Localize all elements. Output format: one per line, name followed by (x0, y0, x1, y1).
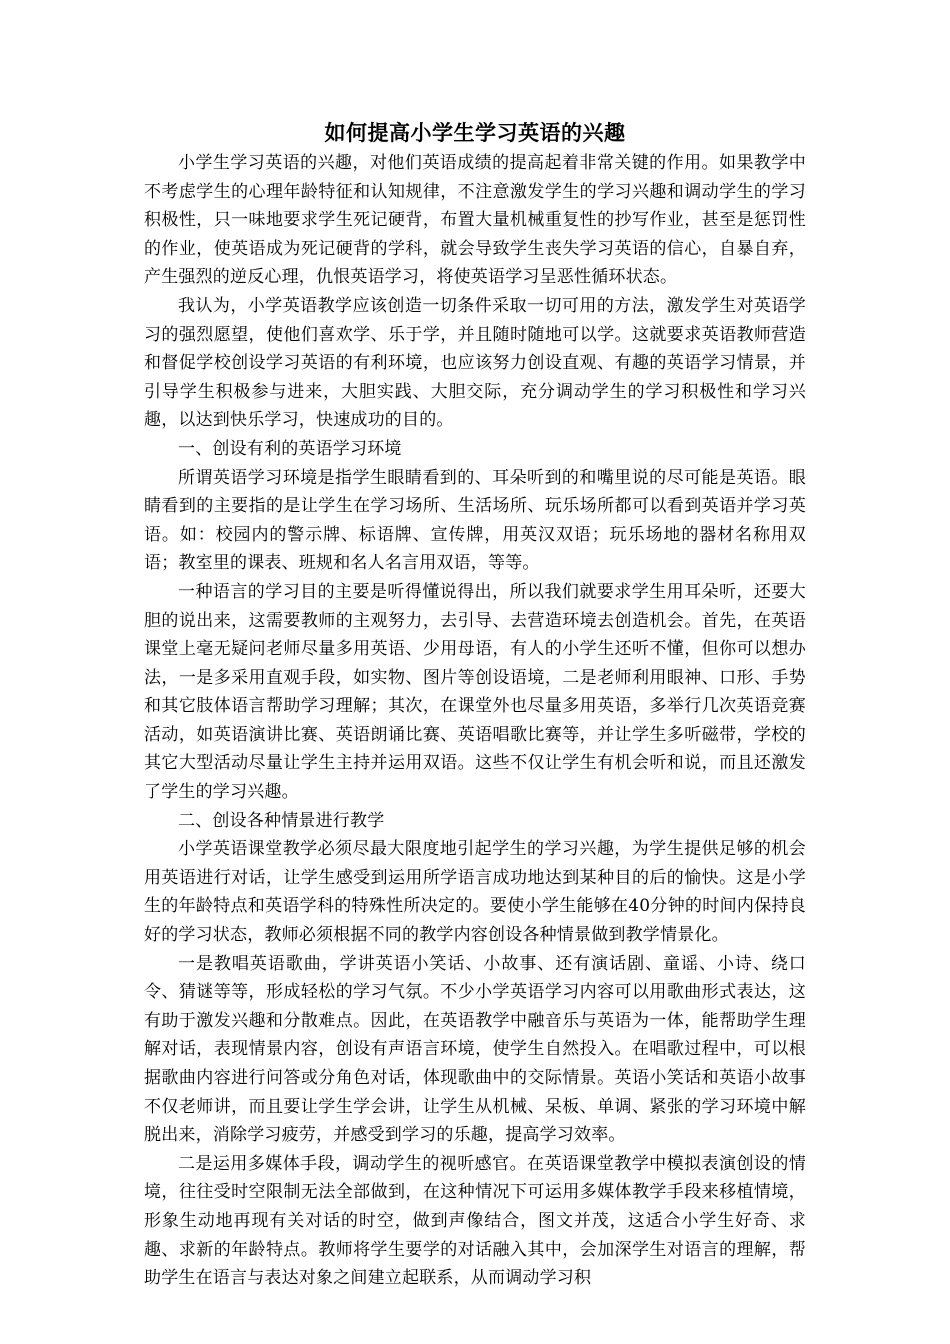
document-title: 如何提高小学生学习英语的兴趣 (324, 121, 626, 145)
section-heading-2: 二、创设各种情景进行教学 (178, 810, 385, 831)
document-page (144, 119, 806, 1293)
section-heading-1: 一、创设有利的英语学习环境 (178, 438, 402, 459)
paragraph-environment: 所谓英语学习环境是指学生眼睛看到的、耳朵听到的和嘴里说的尽可能是英语。眼睛看到的主要指的是让学生在学习场所、生活场所、玩乐场所都可以看到英语并学习英语。如：校园内的警示牌、标语牌、宣传牌，用英汉双语；玩乐场地的器材名称用双语；教室里的课表、班规和名人名言用双语，等等。 (144, 467, 806, 574)
paragraph-songs: 一是教唱英语歌曲，学讲英语小笑话、小故事、还有演话剧、童谣、小诗、绕口令、猜谜等等，形成轻松的学习气氛。不少小学英语学习内容可以用歌曲形式表达，这有助于激发兴趣和分散难点。因此，在英语教学中融音乐与英语为一体，能帮助学生理解对话，表现情景内容，创设有声语言环境，使学生自然投入。在唱歌过程中，可以根据歌曲内容进行问答或分角色对话，体现歌曲中的交际情景。英语小笑话和英语小故事不仅老师讲，而且要让学生学会讲，让学生从机械、呆板、单调、紧张的学习环境中解脱出来，消除学习疲劳，并感受到学习的乐趣，提高学习效率。 (144, 953, 806, 1146)
paragraph-intro: 小学生学习英语的兴趣，对他们英语成绩的提高起着非常关键的作用。如果教学中不考虑学生的心理年龄特征和认知规律，不注意激发学生的学习兴趣和调动学生的学习积极性，只一味地要求学生死记硬背，布置大量机械重复性的抄写作业，甚至是惩罚性的作业，使英语成为死记硬背的学科，就会导致学生丧失学习英语的信心，自暴自弃，产生强烈的逆反心理，仇恨英语学习，将使英语学习呈恶性循环状态。 (144, 153, 806, 288)
paragraph-scenarios: 小学英语课堂教学必须尽最大限度地引起学生的学习兴趣，为学生提供足够的机会用英语进行对话，让学生感受到运用所学语言成功地达到某种目的后的愉快。这是小学生的年龄特点和英语学科的特殊性所决定的。要使小学生能够在40分钟的时间内保持良好的学习状态，教师必须根据不同的教学内容创设各种情景做到教学情景化。 (144, 839, 806, 946)
paragraph-opinion: 我认为，小学英语教学应该创造一切条件采取一切可用的方法，激发学生对英语学习的强烈愿望，使他们喜欢学、乐于学，并且随时随地可以学。这就要求英语教师营造和督促学校创设学习英语的有利环境，也应该努力创设直观、有趣的英语学习情景，并引导学生积极参与进来，大胆实践、大胆交际，充分调动学生的学习积极性和学习兴趣，以达到快乐学习，快速成功的目的。 (144, 295, 806, 431)
paragraph-multimedia: 二是运用多媒体手段，调动学生的视听感官。在英语课堂教学中模拟表演创设的情境，往往受时空限制无法全部做到，在这种情况下可运用多媒体教学手段来移植情境，形象生动地再现有关对话的时空，做到声像结合，图文并茂，这适合小学生好奇、求趣、求新的年龄特点。教师将学生要学的对话融入其中，会加深学生对语言的理解，帮助学生在语言与表达对象之间建立起联系，从而调动学习积 (144, 1153, 806, 1289)
paragraph-listening-speaking: 一种语言的学习目的主要是听得懂说得出，所以我们就要求学生用耳朵听，还要大胆的说出来，这需要教师的主观努力，去引导、去营造环境去创造机会。首先，在英语课堂上毫无疑问老师尽量多用英语、少用母语，有人的小学生还听不懂，但你可以想办法，一是多采用直观手段，如实物、图片等创设语境，二是老师利用眼神、口形、手势和其它肢体语言帮助学习理解；其次，在课堂外也尽量多用英语，多举行几次英语竞赛活动，如英语演讲比赛、英语朗诵比赛、英语唱歌比赛等，并让学生多听磁带，学校的其它大型活动尽量让学生主持并运用双语。这些不仅让学生有机会听和说，而且还激发了学生的学习兴趣。 (144, 581, 806, 803)
